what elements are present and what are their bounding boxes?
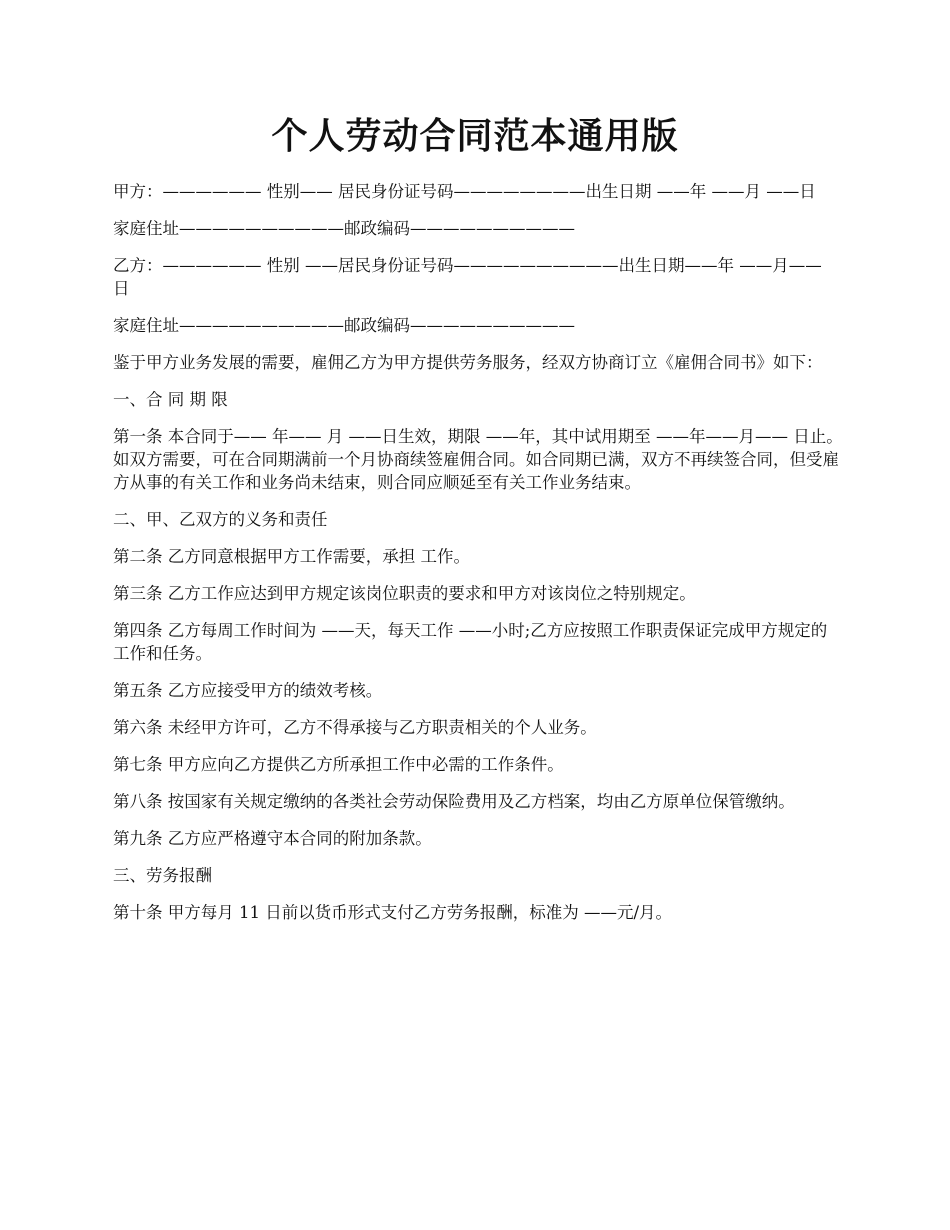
article-9: 第九条 乙方应严格遵守本合同的附加条款。 (113, 829, 432, 848)
party-b-info: 乙方：—————— 性别 ——居民身份证号码——————————出生日期——年 ——月—— 日 (113, 256, 822, 298)
article-1: 第一条 本合同于—— 年—— 月 ——日生效，期限 ——年，其中试用期至 ——年——月—— 日止。如双方需要，可在合同期满前一个月协商续签雇佣合同。如合同期已满，双方不再续签合同，但受雇方从事的有关工作和业务尚未结束，则合同应顺延至有关工作业务结束。 (113, 427, 843, 492)
article-7: 第七条 甲方应向乙方提供乙方所承担工作中必需的工作条件。 (113, 755, 564, 774)
document-title: 个人劳动合同范本通用版 (271, 115, 679, 157)
party-a-info: 甲方：—————— 性别—— 居民身份证号码————————出生日期 ——年 ——月 ——日 (113, 182, 816, 201)
article-3: 第三条 乙方工作应达到甲方规定该岗位职责的要求和甲方对该岗位之特别规定。 (113, 584, 696, 603)
party-b-address: 家庭住址——————————邮政编码—————————— (113, 316, 575, 335)
article-2: 第二条 乙方同意根据甲方工作需要，承担 工作。 (113, 547, 470, 566)
article-4: 第四条 乙方每周工作时间为 ——天，每天工作 ——小时;乙方应按照工作职责保证完成甲方规定的工作和任务。 (113, 621, 828, 663)
article-10: 第十条 甲方每月 11 日前以货币形式支付乙方劳务报酬，标准为 ——元/月。 (113, 903, 673, 922)
document-body (113, 180, 843, 938)
party-a-address: 家庭住址——————————邮政编码—————————— (113, 219, 575, 238)
preamble: 鉴于甲方业务发展的需要，雇佣乙方为甲方提供劳务服务，经双方协商订立《雇佣合同书》如下： (113, 353, 823, 372)
article-8: 第八条 按国家有关规定缴纳的各类社会劳动保险费用及乙方档案，均由乙方原单位保管缴纳。 (113, 792, 795, 811)
section-heading-term: 一、合 同 期 限 (113, 390, 228, 409)
section-heading-duties: 二、甲、乙双方的义务和责任 (113, 510, 328, 529)
article-6: 第六条 未经甲方许可，乙方不得承接与乙方职责相关的个人业务。 (113, 718, 597, 737)
article-5: 第五条 乙方应接受甲方的绩效考核。 (113, 681, 383, 700)
section-heading-remuneration: 三、劳务报酬 (113, 866, 212, 885)
